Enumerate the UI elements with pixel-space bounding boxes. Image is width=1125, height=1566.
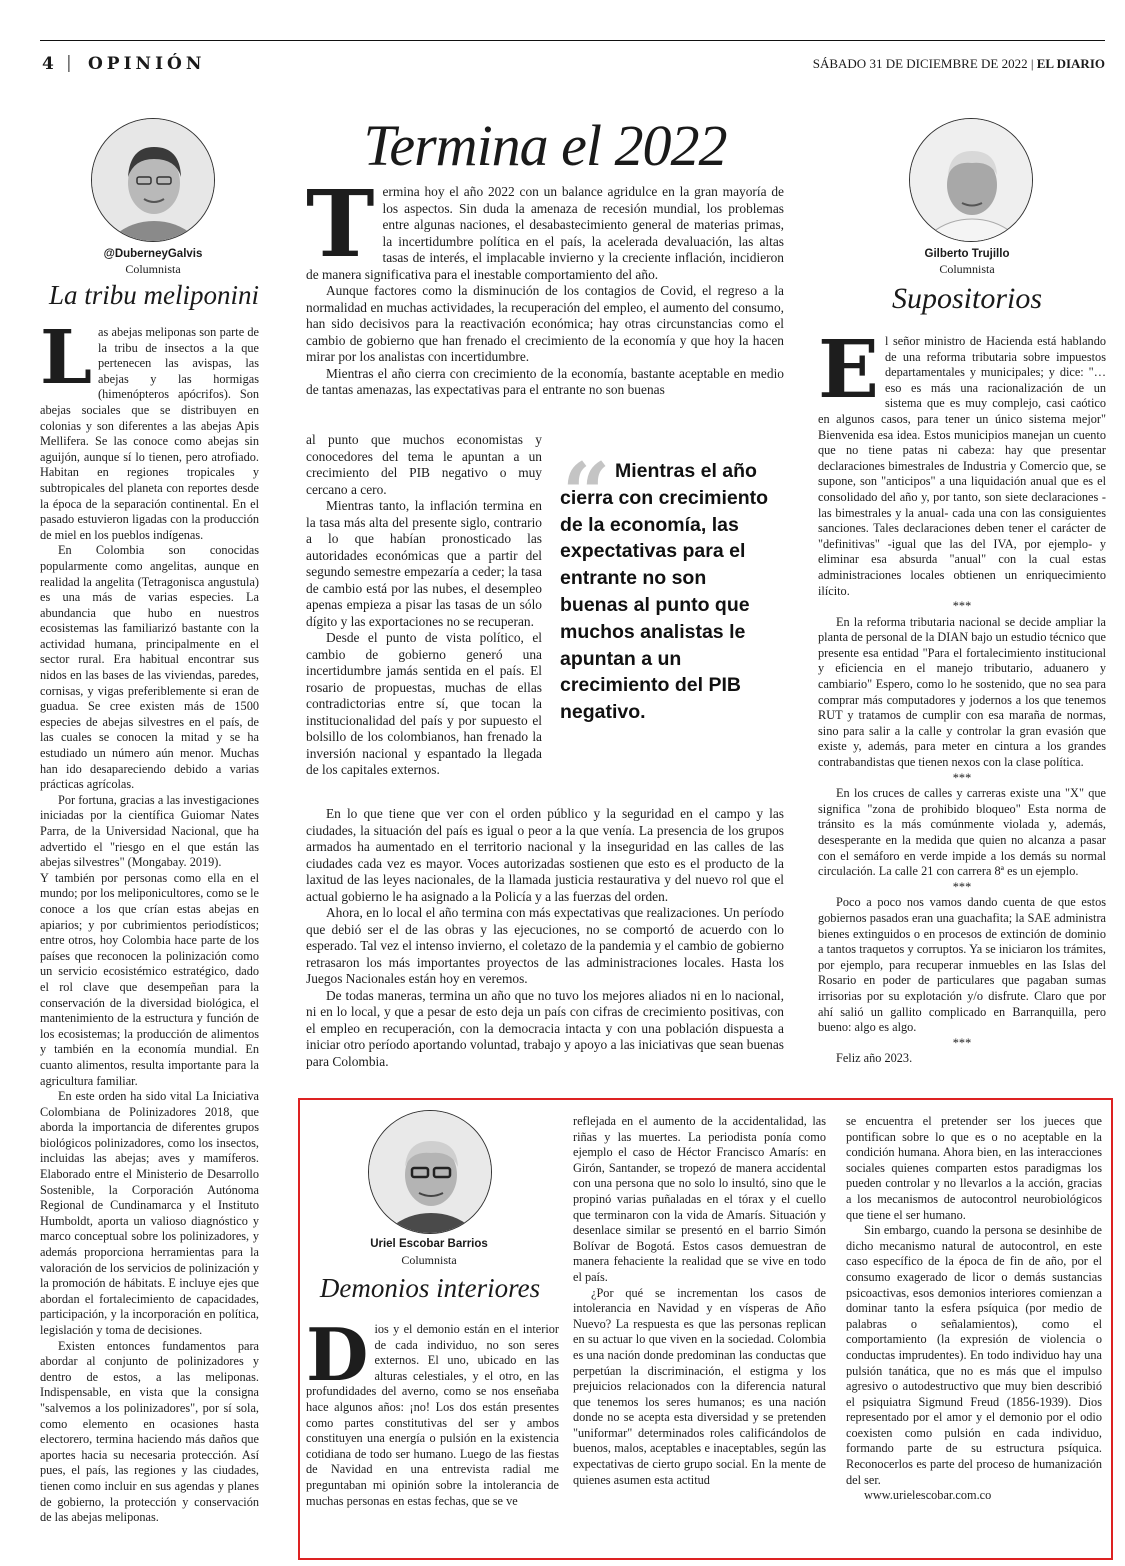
author-role: Columnista (401, 1253, 457, 1267)
paragraph: Y también por personas como ella en el mundo; por los meliponicultores, como se le conoce a los que crían estas abejas en apiarios; y por cubrimientos periodísticos; entre otros, hoy Colombia hace parte de los países que reconocen la polinización como un servicio ecosistémico estratégico, dado el rol clave que desempeñan para la conservación de la diversidad biológica, el mantenimiento de la estructura y función de los ecosistemas; la producción de alimentos y también en la economía mundial. En cuanto alimentos, resulta importante para la agricultura familiar. (40, 870, 259, 1088)
column-title: La tribu meliponini (48, 280, 259, 310)
article-col-2 (573, 1114, 826, 1488)
portrait-graphic (369, 1111, 492, 1234)
paragraph: De todas maneras, termina un año que no tuvo los mejores aliados ni en lo nacional, ni en lo local, y que a pesar de esto deja un país con cifras de crecimiento positivas, con el empleo en recuperación, con la democracia intacta y con una población dispuesta a iniciar otro período aportando voluntad, trabajo y apoyo a las iniciativas que sean buenas para Colombia. (306, 987, 784, 1069)
editorial-body-bottom (306, 806, 784, 1070)
column-body-right (818, 322, 1106, 1067)
portrait-graphic (92, 119, 215, 242)
lead-paragraph (306, 1312, 559, 1509)
paragraph: Aunque factores como la disminución de los contagios de Covid, el regreso a la normalidad en muchas actividades, la recuperación del empleo, el aumento del consumo, han sido decisivos para la reactivación económica; hay otras circunstancias como el cambio de gobierno que han frenado el crecimiento de la economía y que hoy la hacen mirar por los analistas con incertidumbre. (306, 283, 784, 364)
section-separator: *** (952, 879, 972, 894)
column-body-left (40, 315, 259, 1526)
lead-text: ios y el demonio están en el interior de cada individuo, no son seres externos. El uno, ubicado en las alturas celestiales, y el otro, en las profundidades del averno, como se nos enseñaba hace algunos años: ¡no! Los dos están presentes como partes constitutivas del ser y ambos constituyen una energía o pulsión en la existencia cotidiana de todo ser humano. Luego de las fiestas de Navidad en una entrevista radial me preguntaban mi opinión sobre la intolerancia de muchas personas en estas fechas, que se ve (306, 1322, 559, 1508)
paragraph: Poco a poco nos vamos dando cuenta de que estos gobiernos pasados eran una guachafita; la SAE administra bienes extinguidos o en procesos de extinción de dominio a tantos traquetos y corruptos. Ya se iniciaron los trámites, por ejemplo, para recuperar inmuebles en las Islas del Rosario en poder de particulares que pagaban sumas irrisorias por su explotación y/o disfrute. Claro que por ahí salió un gallito complicado en Barranquilla, pero bueno: algo es algo. (818, 895, 1106, 1035)
section-separator: *** (952, 599, 972, 614)
pull-quote-text: Mientras el año cierra con crecimiento de la economía, las expectativas para el entrante no son buenas al punto que muchos analistas le apuntan a un crecimiento del PIB negativo. (560, 460, 769, 724)
author-website[interactable]: www.urielescobar.com.co (864, 1488, 992, 1503)
paragraph: En Colombia son conocidas popularmente como angelitas, aunque en realidad la angelita (Tetragonisca angustula) es una más de varias especies. La abundancia que hubo en nuestros ecosistemas las familiarizó bastante con la actividad humana, principalmente en el sector rural. Era habitual encontrar sus nidos en las bases de las viviendas, paredes, cornisas, y vigas preferiblemente si eran de guadua. Se cree existen más de 1500 especies de abejas silvestres en el país, de las cuales se conocen la mitad y se ha estudiado un número aún menor. Muchas han ido desapareciendo debido a varias prácticas agrícolas. (40, 543, 259, 792)
author-role: Columnista (125, 262, 181, 276)
editorial-body-top (306, 170, 784, 399)
portrait-graphic (910, 119, 1033, 242)
editorial-body-narrow (306, 432, 542, 779)
paragraph: En los cruces de calles y carreras existe una "X" que significa "zona de prohibido bloqueo" Esta norma de tránsito es la más comúnmente violada y, además, desesperante en la medida que quien no alcanza a pasar con el semáforo en verde impide a los demás su normal circulación. La calle 21 con carrera 8ª es un ejemplo. (818, 786, 1106, 879)
paragraph: Mientras tanto, la inflación termina en la tasa más alta del presente siglo, contrario a lo que habían pronosticado las autoridades económicas que a partir del segundo semestre empezaría a ceder; la tasa de cambio está por las nubes, el desempleo apenas empieza a pisar las tasas de un sólo dígito y las exportaciones no se recuperan. (306, 498, 542, 629)
article-col-1 (306, 1312, 559, 1509)
paragraph: reflejada en el aumento de la accidentalidad, las riñas y las muertes. La periodista ponía como ejemplo el caso de Héctor Francisco Amarís: en Girón, Santander, se tropezó de manera accidental con una persona que no solo lo insultó, sino que le propinó varias puñaladas en el tórax y el cuello que terminaron con la vida de Amarís. Situación y desenlace similar se presentó en el barrio Simón Bolívar de Bogotá. Estos casos demuestran de manera fehaciente la realidad que se vive en todo el país. (573, 1114, 826, 1284)
section-separator: *** (952, 770, 972, 785)
lead-paragraph (306, 170, 784, 283)
paragraph: ¿Por qué se incrementan los casos de intolerancia en Navidad y en vísperas de Año Nuevo? La respuesta es que las personas replican en su actuar lo que viven en la sociedad. Colombia es una nación donde predominan las conductas que perpetúan la discriminación, el estigma y los prejuicios relacionados con la diferencia natural que tenemos los seres humanos; es una nación donde no se acepta esta diversidad y se pretenden "uniformar" determinados roles calificándolos de buenos, malos, aceptables e inaceptables, según las expectativas de cierto grupo social. En la mente de quienes asumen esta actitud (573, 1285, 826, 1487)
author-name: Uriel Escobar Barrios (370, 1238, 488, 1250)
dateline-separator: | (1030, 56, 1034, 71)
quote-mark-icon: “ (562, 444, 611, 543)
header-rule (40, 40, 1105, 41)
lead-text: as abejas meliponas son parte de la tribu de insectos a la que pertenecen las avispas, las abejas y las hormigas (himenópteros apócrifos). Son abejas sociales que se distribuyen en colonias y son diferentes a las abejas Apis Mellifera. Se las conoce como abejas sin aguijón, aunque sí lo tienen, pero atrofiado. Habitan en regiones tropicales y subtropicales del planeta con reportes desde la época de la separación continental. En el pasado estuvieron ligadas con la producción de miel en los pueblos indígenas. (40, 325, 259, 542)
header-separator: | (66, 53, 72, 73)
column-title: Demonios interiores (319, 1273, 541, 1303)
editorial-title: Termina el 2022 (363, 113, 727, 178)
header-dateline (813, 56, 1105, 72)
section-name: OPINIÓN (88, 54, 206, 74)
author-photo-uriel (368, 1110, 492, 1234)
drop-cap: E (818, 322, 879, 416)
author-handle: @DuberneyGalvis (103, 248, 203, 260)
issue-date: SÁBADO 31 DE DICIEMBRE DE 2022 (812, 56, 1028, 71)
paragraph: al punto que muchos economistas y conocedores del tema le apuntan a un crecimiento del PIB negativo o muy cercano a cero. (306, 432, 542, 497)
drop-cap: D (306, 1312, 369, 1397)
section-separator: *** (952, 1035, 972, 1050)
paragraph: se encuentra el pretender ser los jueces que pontifican sobre lo que es o no aceptable en la condición humana. Ahora bien, en las interacciones sociales quienes comparten estos paradigmas los pueden controlar y no llevarlos a la acción, gracias a los mecanismos de autocontrol neurobiológicos que tiene el ser humano. (846, 1114, 1102, 1222)
drop-cap: L (40, 315, 93, 401)
paragraph: Desde el punto de vista político, el cambio de gobierno generó una incertidumbre jamás sentida en el país. El rosario de propuestas, muchas de ellas contradictorias entre sí, que tocan la institucionalidad del país y por supuesto el bolsillo de los colombianos, han frenado la inversión nacional y espantado la llegada de los capitales externos. (306, 630, 542, 777)
drop-cap: T (306, 170, 375, 278)
lead-paragraph (818, 322, 1106, 599)
paragraph: Por fortuna, gracias a las investigaciones iniciadas por la científica Guiomar Nates Parra, de la Universidad Nacional, que ha advertido el "riesgo en el que están las abejas silvestres" (Mongabay. 2019). (40, 792, 259, 870)
paragraph: En este orden ha sido vital La Iniciativa Colombiana de Polinizadores 2018, que aborda la importancia de diferentes grupos biológicos polinizadores, como los insectos, incluidas las abejas; aves y mamíferos. Elaborado entre el Ministerio de Desarrollo Sostenible, la Corporación Autónoma Regional de Cundinamarca y el Instituto Humboldt, aporta un valioso diagnóstico y marco conceptual sobre los polinizadores, y además proporciona herramientas para la valoración de los servicios de polinización y la promoción de hábitats. E incluye ejes que abordan el fortalecimiento de capacidades, participación, y la incorporación en política, legislación y toma de decisiones. (40, 1089, 259, 1337)
closing-line: Feliz año 2023. (836, 1051, 913, 1066)
column-title: Supositorios (891, 282, 1043, 315)
lead-text: l señor ministro de Hacienda está hablando de una reforma tributaria sobre impuestos departamentales y municipales; y dice: "… eso es más una racionalización de un sistema que es muy complejo, casi caótico en algunos casos, para tener un único sistema mejor" Bienvenida esa idea. Estos municipios manejan un cuento que no tiene patas ni cabeza: hay que presentar declaraciones bimestrales de Industria y Comercio que, se supone, son "anticipos" a una liquidación anual que es el consolidado del año y, por tanto, son siete declaraciones -las bimestrales y la anual- cada una con las consiguientes sanciones. Tales declaraciones deben tener el carácter de "definitivas" -igual que las del IVA, por ejemplo- y eliminar esa absurda "anual" con la cual estas administraciones locales obtienen un enriquecimiento ilícito. (818, 334, 1106, 598)
paragraph: En lo que tiene que ver con el orden público y la seguridad en el campo y las ciudades, la situación del país es igual o peor a la que venía. La presencia de los grupos armados ha aumentado en el territorio nacional y la inseguridad en las calles de las ciudades cada vez es mayor. Voces autorizadas sostienen que esto es el producto de la laxitud de las leyes nacionales, de la llamada justicia restaurativa y del nuevo rol que el actual gobierno le ha asignado a la Policía y a las fuerzas del orden. (306, 806, 784, 904)
page-number: 4 (42, 54, 54, 74)
author-photo-gilberto (909, 118, 1033, 242)
newspaper-name: EL DIARIO (1036, 56, 1105, 71)
author-photo-duberney (91, 118, 215, 242)
paragraph: Existen entonces fundamentos para abordar al conjunto de polinizadores y dentro de estos, a las meliponas. Indispensable, en vista que la consigna "salvemos a los polinizadores", por sí sola, como elemento en ocasiones hasta electorero, termina haciendo más daños que aportes hacia su necesaria protección. Así pues, el país, las regiones y las ciudades, tienen como incluir en sus agendas y planes de gobierno, la protección y conservación de las abejas meliponas. (40, 1338, 259, 1525)
paragraph: Ahora, en lo local el año termina con más expectativas que realizaciones. Un período que debió ser el de las obras y las ejecuciones, no se comportó de acuerdo con lo esperado. Tal vez el intenso invierno, el coletazo de la pandemia y el cambio de gobierno retrasaron los más importantes proyectos de las administraciones locales. Hasta los Juegos Nacionales están hoy en veremos. (306, 905, 784, 986)
author-role: Columnista (939, 262, 995, 276)
paragraph: Sin embargo, cuando la persona se desinhibe de dicho mecanismo natural de autocontrol, en este caso específico de la época de fin de año, por el consumo exagerado de licor o demás sustancias psicoactivas, esos demonios interiores comienzan a dominar tanto la esfera psíquica (por medio de palabras o señalamientos), como el comportamiento (la expresión de violencia o conductas imprudentes). En todo individuo hay una pulsión tanática, que no es más que el impulso agresivo o autodestructivo que muy bien describió el psiquiatra Sigmund Freud (1856-1939). Dios representado por el amor y el demonio por el odio coexisten como pulsión en cada individuo, formando parte de su estructura psíquica. Reconocerlos es parte del proceso de humanización del ser. (846, 1223, 1102, 1487)
pull-quote (560, 444, 772, 726)
author-name: Gilberto Trujillo (924, 248, 1010, 260)
paragraph: Mientras el año cierra con crecimiento de la economía, bastante aceptable en medio de tantas amenazas, las expectativas para el entrante no son buenas (306, 365, 784, 397)
lead-paragraph (40, 315, 259, 543)
lead-text: ermina hoy el año 2022 con un balance agridulce en la gran mayoría de los aspectos. Sin duda la amenaza de recesión mundial, los problemas entre algunas naciones, el desabastecimiento general de materias primas, la incertidumbre política en el país, la acelerada devaluación, las altas tasas de interés, el implacable invierno y la creciente inflación, incidieron de manera significativa para el inestable comportamiento del año. (306, 184, 784, 282)
article-col-3 (846, 1114, 1102, 1504)
paragraph: En la reforma tributaria nacional se decide ampliar la planta de personal de la DIAN bajo un estudio técnico que presente esa entidad "Para el fortalecimiento institucional y eficiencia en el manejo tributario, aduanero y cambiario" Espero, como lo he sostenido, que no sea para comprar más computadores y jodernos a los que tenemos RUT y tratamos de cumplir con esa maraña de normas, sino para salir a la calle y controlar la gran evasión que existe y, además, para meter en cintura a los grandes contrabandistas que tienen nexos con la clase política. (818, 614, 1106, 770)
